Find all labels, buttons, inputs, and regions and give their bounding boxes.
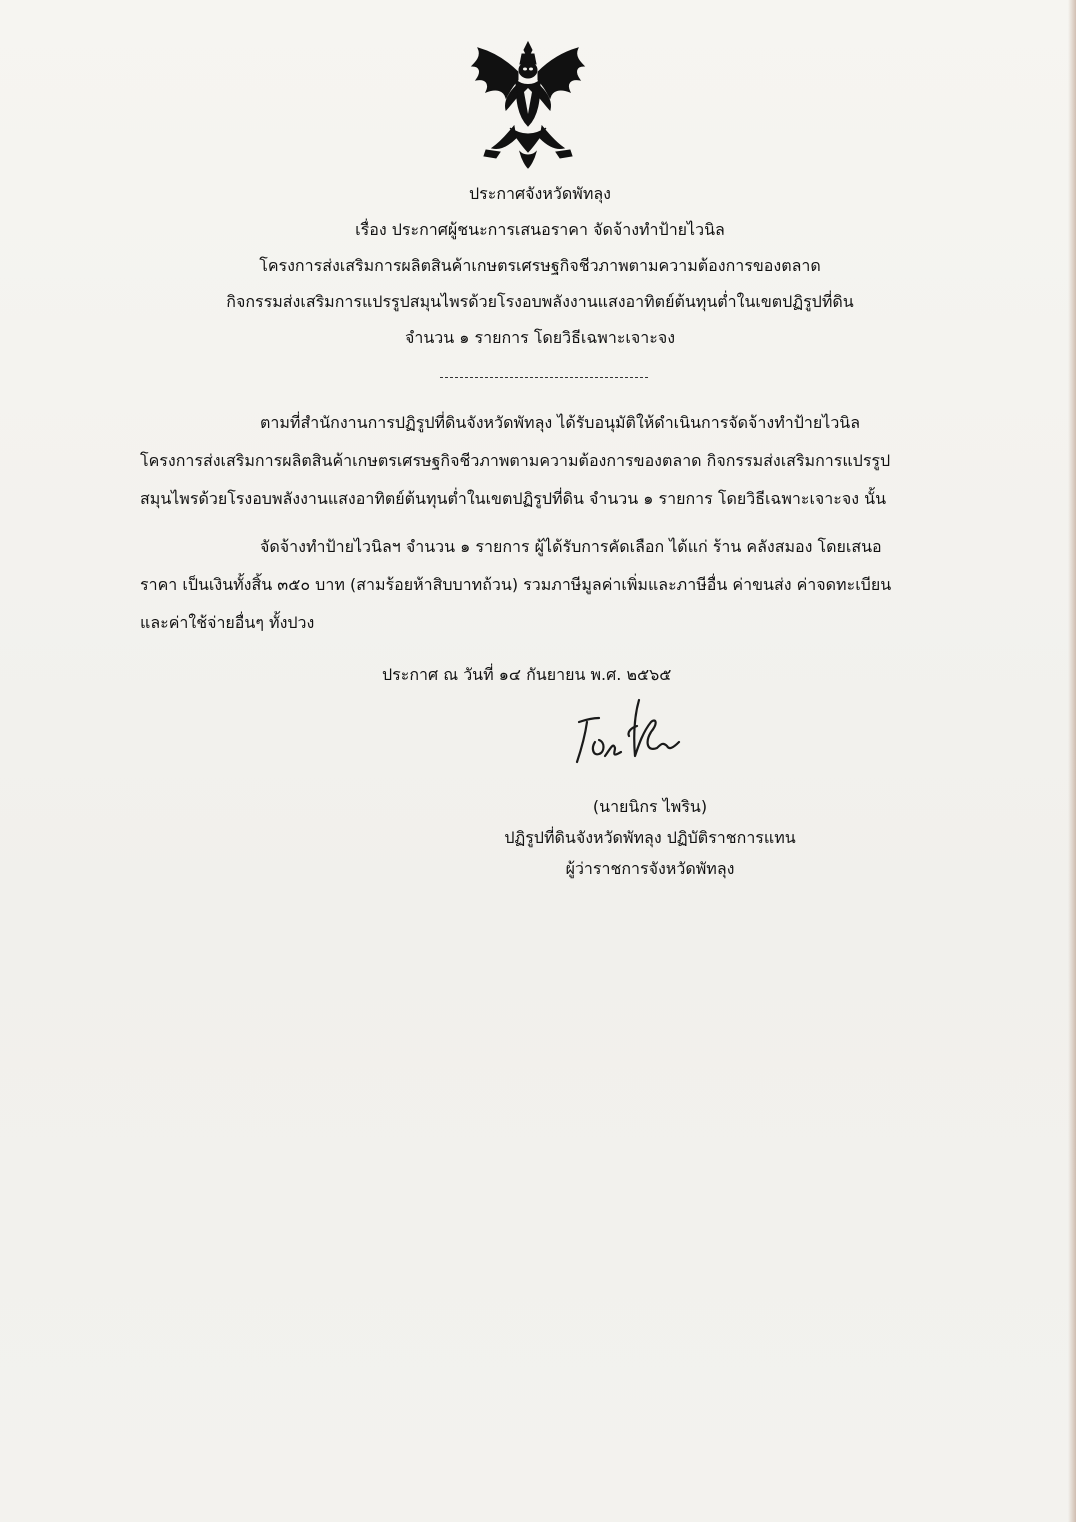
paragraph-line: ตามที่สำนักงานการปฏิรูปที่ดินจังหวัดพัทลุง ได้รับอนุมัติให้ดำเนินการจัดจ้างทำป้ายไวนิล [260, 413, 861, 432]
document-subject: เรื่อง ประกาศผู้ชนะการเสนอราคา จัดจ้างทำป้ายไวนิล [355, 220, 725, 239]
project-name: โครงการส่งเสริมการผลิตสินค้าเกษตรเศรษฐกิจชีวภาพตามความต้องการของตลาด [259, 256, 821, 275]
document-title: ประกาศจังหวัดพัทลุง [469, 184, 611, 203]
item-count-method: จำนวน ๑ รายการ โดยวิธีเฉพาะเจาะจง [404, 328, 676, 347]
header-divider [440, 377, 648, 378]
activity-name: กิจกรรมส่งเสริมการแปรรูปสมุนไพรด้วยโรงอบพลังงานแสงอาทิตย์ต้นทุนต่ำในเขตปฏิรูปที่ดิน [226, 292, 854, 311]
paragraph-background [140, 404, 958, 518]
signer-name: (นายนิกร ไพริน) [592, 797, 708, 816]
signer-position: ปฏิรูปที่ดินจังหวัดพัทลุง ปฏิบัติราชการแทน [504, 828, 796, 847]
paragraph-line: และค่าใช้จ่ายอื่นๆ ทั้งปวง [140, 613, 315, 632]
garuda-emblem-icon [466, 40, 590, 170]
paragraph-line: โครงการส่งเสริมการผลิตสินค้าเกษตรเศรษฐกิจชีวภาพตามความต้องการของตลาด กิจกรรมส่งเสริมการแปรรูป [140, 451, 891, 470]
document-header [140, 176, 940, 356]
announcement-date: ประกาศ ณ วันที่ ๑๔ กันยายน พ.ศ. ๒๕๖๕ [382, 665, 672, 684]
paragraph-line: ราคา เป็นเงินทั้งสิ้น ๓๕๐ บาท (สามร้อยห้าสิบบาทถ้วน) รวมภาษีมูลค่าเพิ่มและภาษีอื่น ค่าขนส่ง ค่าจดทะเบียน [140, 575, 892, 594]
page-edge [1068, 0, 1076, 1522]
signer-block [420, 791, 880, 884]
paragraph-line: จัดจ้างทำป้ายไวนิลฯ จำนวน ๑ รายการ ผู้ได้รับการคัดเลือก ได้แก่ ร้าน คลังสมอง โดยเสนอ [260, 537, 882, 556]
paragraph-line: สมุนไพรด้วยโรงอบพลังงานแสงอาทิตย์ต้นทุนต่ำในเขตปฏิรูปที่ดิน จำนวน ๑ รายการ โดยวิธีเฉพาะเจาะจง นั้น [140, 489, 887, 508]
paragraph-award [140, 528, 958, 642]
signer-position-governor: ผู้ว่าราชการจังหวัดพัทลุง [565, 859, 735, 878]
signature-icon [565, 692, 695, 774]
